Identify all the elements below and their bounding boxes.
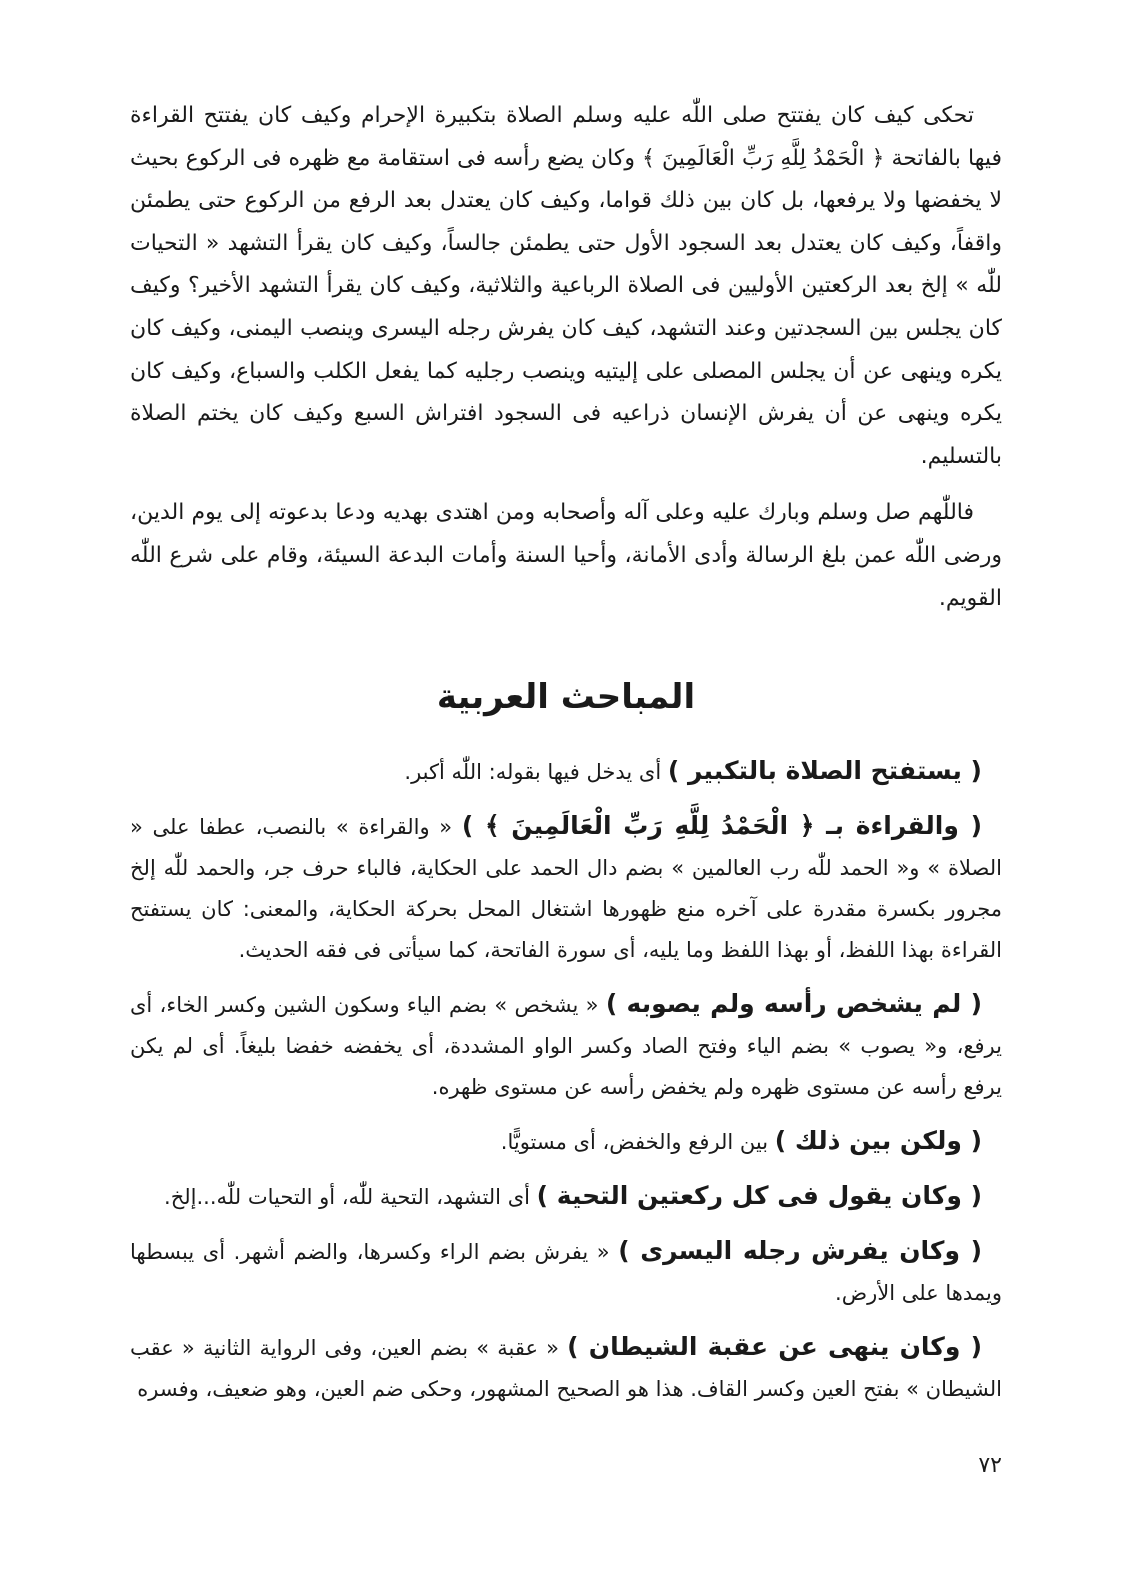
note-heading: ( لم يشخص رأسه ولم يصوبه ) — [605, 989, 983, 1019]
note-body: بين الرفع والخفض، أى مستويًّا. — [500, 1130, 775, 1155]
note-heading: ( وكان يقول فى كل ركعتين التحية ) — [536, 1181, 982, 1211]
note-body: « عقبة » بضم العين، وفى الرواية الثانية « عقب الشيطان » بفتح العين وكسر القاف. هذا هو الصحيح المشهور، وحكى ضم العين، وهو ضعيف، وفسره — [130, 1336, 1002, 1402]
note-paragraph — [130, 983, 1002, 1108]
note-paragraph — [130, 805, 1002, 971]
page-number: ٧٢ — [978, 1453, 1002, 1478]
intro-paragraph-1: تحكى كيف كان يفتتح صلى اللّٰه عليه وسلم الصلاة بتكبيرة الإحرام وكيف كان يفتتح القراءة فيها بالفاتحة ﴿ الْحَمْدُ لِلَّهِ رَبِّ الْعَالَمِينَ ﴾ وكان يضع رأسه فى استقامة مع ظهره فى الركوع بحيث لا يخفضها ولا يرفعها، بل كان بين ذلك قواما، وكيف كان يعتدل بعد الرفع من الركوع حتى يطمئن واقفاً، وكيف كان يعتدل بعد السجود الأول حتى يطمئن جالساً، وكيف كان يقرأ التشهد « التحيات للّٰه » إلخ بعد الركعتين الأوليين فى الصلاة الرباعية والثلاثية، وكيف كان يقرأ التشهد الأخير؟ وكيف كان يجلس بين السجدتين وعند التشهد، كيف كان يفرش رجله اليسرى وينصب اليمنى، وكيف كان يكره وينهى عن أن يجلس المصلى على إليتيه وينصب رجليه كما يفعل الكلب والسباع، وكيف كان يكره وينهى عن أن يفرش الإنسان ذراعيه فى السجود افتراش السبع وكيف كان يختم الصلاة بالتسليم. — [130, 103, 1002, 469]
note-heading: ( والقراءة بـ ﴿ الْحَمْدُ لِلَّهِ رَبِّ الْعَالَمِينَ ﴾ ) — [461, 811, 983, 841]
note-body: أى يدخل فيها بقوله: اللّٰه أكبر. — [404, 760, 668, 785]
intro-paragraph-2: فاللّٰهم صل وسلم وبارك عليه وعلى آله وأصحابه ومن اهتدى بهديه ودعا بدعوته إلى يوم الدين، ورضى اللّٰه عمن بلغ الرسالة وأدى الأمانة، وأحيا السنة وأمات البدعة السيئة، وقام على شرع اللّٰه القويم. — [130, 500, 1002, 611]
note-heading: ( وكان يفرش رجله اليسرى ) — [618, 1236, 983, 1266]
note-body: « يشخص » بضم الياء وسكون الشين وكسر الخاء، أى يرفع، و« يصوب » بضم الياء وفتح الصاد وكسر الواو المشددة، أى يخفضه خفضا بليغاً. أى لم يكن يرفع رأسه عن مستوى ظهره ولم يخفض رأسه عن مستوى ظهره. — [130, 993, 1002, 1100]
note-paragraph — [130, 1120, 1002, 1163]
page-content — [130, 95, 1002, 1422]
note-heading: ( يستفتح الصلاة بالتكبير ) — [667, 756, 982, 786]
note-body: أى التشهد، التحية للّٰه، أو التحيات للّٰه...إلخ. — [164, 1185, 537, 1210]
note-paragraph — [130, 1230, 1002, 1314]
note-heading: ( وكان ينهى عن عقبة الشيطان ) — [567, 1332, 982, 1362]
note-body: « والقراءة » بالنصب، عطفا على « الصلاة » و« الحمد للّٰه رب العالمين » بضم دال الحمد على الحكاية، فالباء حرف جر، والحمد للّٰه إلخ مجرور بكسرة مقدرة على آخره منع ظهورها اشتغال المحل بحركة الحكاية، والمعنى: كان يستفتح القراءة بهذا اللفظ، أو بهذا اللفظ وما يليه، أى سورة الفاتحة، كما سيأتى فى فقه الحديث. — [130, 815, 1002, 963]
note-heading: ( ولكن بين ذلك ) — [774, 1126, 982, 1156]
section-title: المباحث العربية — [436, 677, 696, 718]
note-paragraph — [130, 750, 1002, 793]
note-body: « يفرش بضم الراء وكسرها، والضم أشهر. أى يبسطها ويمدها على الأرض. — [130, 1240, 1002, 1306]
note-paragraph — [130, 1326, 1002, 1410]
note-paragraph — [130, 1175, 1002, 1218]
